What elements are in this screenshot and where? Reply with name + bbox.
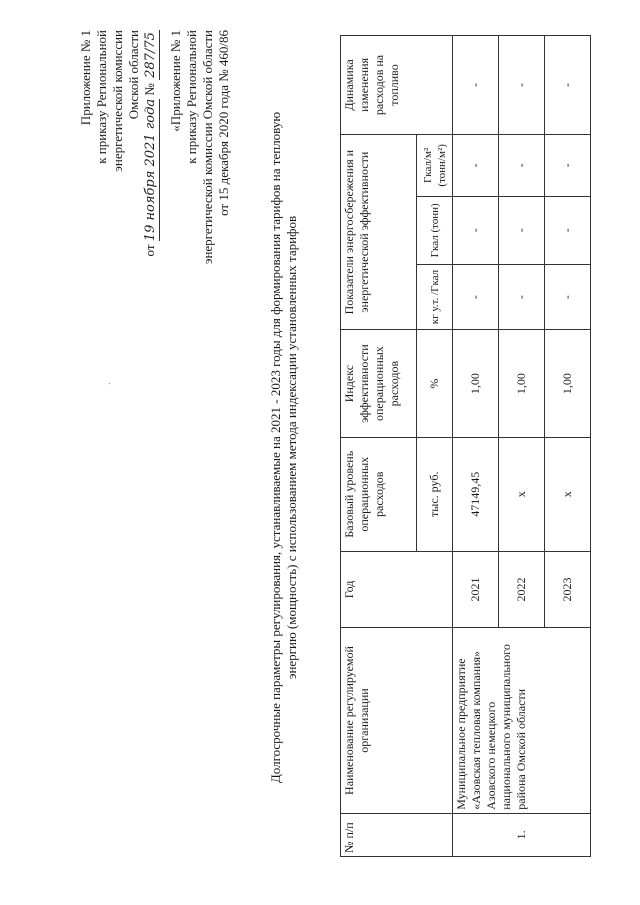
- appendix-2-line4: от 15 декабря 2020 года № 460/86: [216, 30, 231, 216]
- appendix-2-line1: «Приложение № 1: [168, 30, 183, 132]
- appendix-1-block: [78, 30, 160, 315]
- unit-sub3: Гкал/м² (тонн/м²): [417, 134, 453, 196]
- handwritten-date: 19 ноября 2021 года: [143, 98, 158, 242]
- appendix-2-block: [168, 30, 232, 315]
- index-cell: 1,00: [499, 330, 545, 438]
- title-line2: энергию (мощность) с использованием метода индексации установленных тарифов: [284, 215, 299, 680]
- sub1-cell: -: [545, 264, 591, 330]
- appendix-1-line1: Приложение № 1: [78, 30, 93, 126]
- base-cell: 47149,45: [453, 437, 499, 551]
- index-cell: 1,00: [453, 330, 499, 438]
- sub2-cell: -: [545, 196, 591, 264]
- header-fuel: Динамика изменения расходов на топливо: [341, 36, 453, 135]
- org-name: Муниципальное предприятие «Азовская тепловая компания» Азовского немецкого национального муниципального района Омской области: [453, 628, 591, 813]
- fuel-cell: -: [453, 36, 499, 135]
- sub3-cell: -: [499, 134, 545, 196]
- base-cell: х: [499, 437, 545, 551]
- base-cell: х: [545, 437, 591, 551]
- sub2-cell: -: [453, 196, 499, 264]
- header-num: № п/п: [341, 813, 453, 856]
- unit-sub1: кг у.т. /Гкал: [417, 264, 453, 330]
- unit-sub2: Гкал (тонн): [417, 196, 453, 264]
- parameters-table: [340, 35, 591, 857]
- document-title: [268, 30, 300, 865]
- sub1-cell: -: [499, 264, 545, 330]
- number-prefix: №: [142, 83, 157, 96]
- scan-mark: .: [101, 382, 113, 385]
- year-cell: 2021: [453, 551, 499, 628]
- year-cell: 2022: [499, 551, 545, 628]
- header-base-level: Базовый уровень операционных расходов: [341, 437, 417, 551]
- row-num: 1.: [453, 813, 591, 856]
- sub3-cell: -: [545, 134, 591, 196]
- appendix-1-date-line: [142, 30, 160, 315]
- index-cell: 1,00: [545, 330, 591, 438]
- handwritten-number: 287/75: [143, 30, 160, 80]
- sub2-cell: -: [499, 196, 545, 264]
- year-cell: 2023: [545, 551, 591, 628]
- title-line1: Долгосрочные параметры регулирования, устанавливаемые на 2021 - 2023 годы для формирования тарифов на тепловую: [268, 111, 283, 784]
- appendix-2-line2: к приказу Региональной: [184, 30, 199, 164]
- table-header-row: [341, 36, 417, 857]
- sub3-cell: -: [453, 134, 499, 196]
- appendix-1-line3: энергетической комиссии: [110, 30, 125, 172]
- header-org: Наименование регулируемой организации: [341, 628, 453, 813]
- header-indicators: Показатели энергосбережения и энергетической эффективности: [341, 134, 417, 329]
- appendix-2-line3: энергетической комиссии Омской области: [200, 30, 215, 265]
- header-year: Год: [341, 551, 453, 628]
- appendix-1-line2: к приказу Региональной: [94, 30, 109, 164]
- fuel-cell: -: [545, 36, 591, 135]
- sub1-cell: -: [453, 264, 499, 330]
- unit-index: %: [417, 330, 453, 438]
- fuel-cell: -: [499, 36, 545, 135]
- date-prefix: от: [142, 244, 157, 257]
- header-index: Индекс эффективности операционных расходов: [341, 330, 417, 438]
- table-row: [453, 36, 499, 857]
- unit-base-level: тыс. руб.: [417, 437, 453, 551]
- appendix-1-line4: Омской области: [126, 30, 141, 120]
